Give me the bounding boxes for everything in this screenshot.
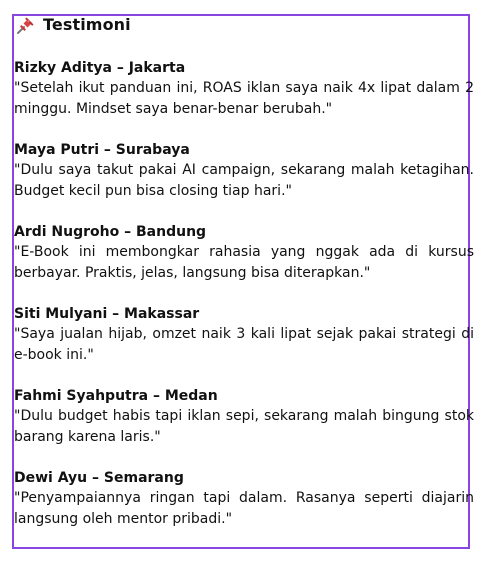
testimonial-quote: "E-Book ini membongkar rahasia yang nggak ada di kursus berbayar. Praktis, jelas, langsung bisa diterapkan." — [14, 244, 474, 281]
testimonial-item — [14, 222, 474, 284]
testimonial-item — [14, 58, 474, 120]
testimonial-item — [14, 304, 474, 366]
testimonial-name: Maya Putri – Surabaya — [14, 142, 190, 158]
testimonial-name: Fahmi Syahputra – Medan — [14, 388, 218, 404]
testimonial-quote: "Setelah ikut panduan ini, ROAS iklan saya naik 4x lipat dalam 2 minggu. Mindset saya benar-benar berubah." — [14, 80, 474, 117]
testimonial-name: Ardi Nugroho – Bandung — [14, 224, 207, 240]
pushpin-icon — [15, 14, 37, 36]
testimonial-name: Dewi Ayu – Semarang — [14, 470, 184, 486]
testimonial-quote: "Penyampaiannya ringan tapi dalam. Rasanya seperti diajarin langsung oleh mentor pribadi." — [14, 490, 474, 527]
testimonial-item — [14, 386, 474, 448]
testimonial-quote: "Saya jualan hijab, omzet naik 3 kali lipat sejak pakai strategi di e-book ini." — [14, 326, 474, 363]
testimonial-list — [14, 58, 474, 550]
testimonial-name: Rizky Aditya – Jakarta — [14, 60, 186, 76]
testimonial-quote: "Dulu budget habis tapi iklan sepi, sekarang malah bingung stok barang karena laris." — [14, 408, 474, 445]
section-title: Testimoni — [43, 15, 131, 34]
testimonial-item — [14, 140, 474, 202]
testimonial-name: Siti Mulyani – Makassar — [14, 306, 200, 322]
section-header — [15, 14, 131, 36]
testimonial-item — [14, 468, 474, 530]
testimonial-quote: "Dulu saya takut pakai AI campaign, sekarang malah ketagihan. Budget kecil pun bisa closing tiap hari." — [14, 162, 474, 199]
